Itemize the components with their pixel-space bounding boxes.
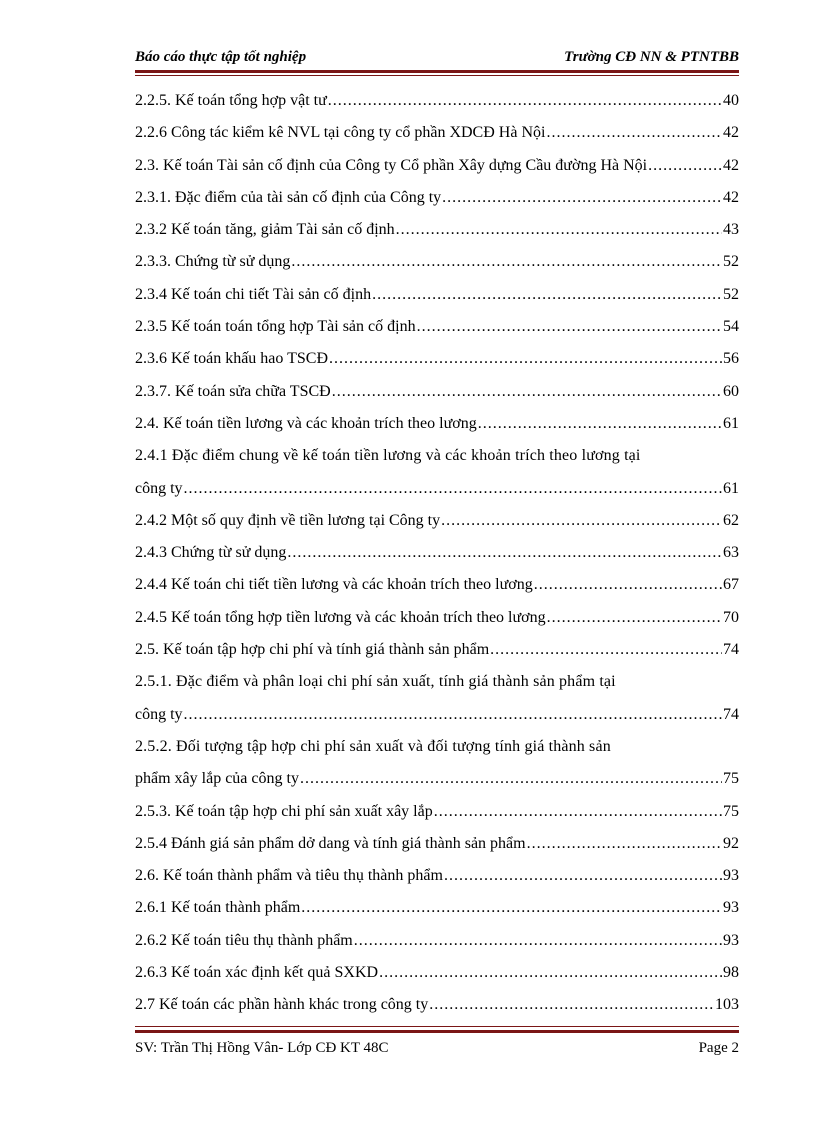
toc-dot-leader bbox=[291, 253, 722, 271]
toc-entry bbox=[135, 706, 739, 738]
toc-page-number: 74 bbox=[723, 705, 739, 723]
toc-dot-leader bbox=[329, 350, 722, 368]
toc-entry-title: 2.2.5. Kế toán tổng hợp vật tư bbox=[135, 92, 327, 109]
toc-entry bbox=[135, 770, 739, 802]
toc-dot-leader bbox=[478, 415, 722, 433]
toc-page-number: 61 bbox=[723, 479, 739, 497]
toc-entry bbox=[135, 350, 739, 382]
page-header bbox=[135, 48, 739, 70]
toc-entry bbox=[135, 253, 739, 285]
toc-entry bbox=[135, 899, 739, 931]
toc-entry-title: 2.3.7. Kế toán sửa chữa TSCĐ bbox=[135, 382, 331, 400]
toc-entry-continuation: công ty bbox=[135, 705, 183, 723]
toc-entry-title: 2.6.3 Kế toán xác định kết quả SXKD bbox=[135, 964, 379, 982]
toc-dot-leader bbox=[444, 867, 722, 885]
toc-page-number: 43 bbox=[723, 221, 739, 239]
toc-entry-continuation: phẩm xây lắp của công ty bbox=[135, 770, 299, 788]
toc-entry-title: 2.2.6 Công tác kiểm kê NVL tại công ty cổ phần XDCĐ Hà Nội bbox=[135, 124, 546, 142]
toc-entry bbox=[135, 609, 739, 641]
toc-entry bbox=[135, 415, 739, 447]
toc-dot-leader bbox=[434, 803, 722, 821]
toc-entry-title: 2.5.2. Đối tượng tập hợp chi phí sản xuất và đối tượng tính giá thành sản bbox=[135, 737, 611, 755]
toc-entry-title: 2.3.2 Kế toán tăng, giảm Tài sản cố định bbox=[135, 221, 395, 239]
toc-dot-leader bbox=[441, 512, 722, 530]
footer-student-info: SV: Trần Thị Hồng Vân- Lớp CĐ KT 48C bbox=[135, 1040, 389, 1056]
toc-entry-title: 2.3.3. Chứng từ sử dụng bbox=[135, 253, 291, 271]
toc-page-number: 63 bbox=[723, 544, 739, 562]
toc-page-number: 42 bbox=[723, 188, 739, 206]
toc-page-number: 74 bbox=[723, 641, 739, 659]
toc-entry bbox=[135, 576, 739, 608]
toc-entry bbox=[135, 803, 739, 835]
toc-dot-leader bbox=[534, 576, 722, 594]
toc-entry-title: 2.5.1. Đặc điểm và phân loại chi phí sản xuất, tính giá thành sản phẩm tại bbox=[135, 673, 616, 691]
toc-page-number: 92 bbox=[723, 834, 739, 852]
toc-dot-leader bbox=[287, 544, 722, 562]
toc-entry-title: 2.3.6 Kế toán khấu hao TSCĐ bbox=[135, 350, 329, 368]
toc-page-number: 93 bbox=[723, 931, 739, 949]
toc-entry bbox=[135, 932, 739, 964]
toc-dot-leader bbox=[354, 932, 722, 950]
toc-dot-leader bbox=[442, 189, 722, 207]
toc-page-number: 52 bbox=[723, 253, 739, 271]
toc-entry-title: 2.3.4 Kế toán chi tiết Tài sản cố định bbox=[135, 285, 372, 303]
header-report-title: Báo cáo thực tập tốt nghiệp bbox=[135, 49, 307, 65]
toc-dot-leader bbox=[547, 609, 722, 627]
toc-entry-title: 2.4.2 Một số quy định về tiền lương tại Công ty bbox=[135, 511, 441, 529]
toc-dot-leader bbox=[396, 221, 722, 239]
footer-rule-thick bbox=[135, 1030, 739, 1033]
toc-entry-title: 2.6.1 Kế toán thành phẩm bbox=[135, 899, 301, 917]
header-rule-thin bbox=[135, 75, 739, 76]
toc-page-number: 52 bbox=[723, 285, 739, 303]
toc-entry bbox=[135, 221, 739, 253]
toc-dot-leader bbox=[184, 706, 722, 724]
toc-page-number: 70 bbox=[723, 608, 739, 626]
toc-page-number: 93 bbox=[723, 867, 739, 885]
toc-page-number: 75 bbox=[723, 770, 739, 788]
toc-page-number: 42 bbox=[723, 156, 739, 174]
toc-dot-leader bbox=[301, 899, 722, 917]
toc-page-number: 42 bbox=[723, 124, 739, 142]
toc-dot-leader bbox=[490, 641, 722, 659]
toc-entry bbox=[135, 92, 739, 124]
toc-entry bbox=[135, 189, 739, 221]
toc-dot-leader bbox=[417, 318, 722, 336]
toc-entry-title: 2.5. Kế toán tập hợp chi phí và tính giá thành sản phẩm bbox=[135, 641, 490, 659]
toc-entry-title: 2.6. Kế toán thành phẩm và tiêu thụ thành phẩm bbox=[135, 867, 443, 885]
toc-entry bbox=[135, 286, 739, 318]
toc-entry bbox=[135, 157, 739, 189]
toc-page-number: 40 bbox=[723, 92, 739, 109]
toc-entry-title: 2.3. Kế toán Tài sản cố định của Công ty Cổ phần Xây dựng Cầu đường Hà Nội bbox=[135, 156, 648, 174]
toc-entry bbox=[135, 383, 739, 415]
toc-dot-leader bbox=[546, 124, 722, 142]
toc-entry-title: 2.3.1. Đặc điểm của tài sản cố định của Công ty bbox=[135, 188, 442, 206]
toc-entry-continuation: công ty bbox=[135, 479, 183, 497]
toc-entry bbox=[135, 964, 739, 996]
toc-entry bbox=[135, 512, 739, 544]
page-footer bbox=[135, 1040, 739, 1062]
toc-entry-title: 2.5.3. Kế toán tập hợp chi phí sản xuất xây lắp bbox=[135, 802, 433, 820]
toc-entry-title: 2.4.5 Kế toán tổng hợp tiền lương và các khoản trích theo lương bbox=[135, 608, 546, 626]
header-school-name: Trường CĐ NN & PTNTBB bbox=[564, 49, 739, 65]
toc-page-number: 103 bbox=[715, 996, 739, 1014]
toc-page-number: 67 bbox=[723, 576, 739, 594]
toc-page-number: 98 bbox=[723, 964, 739, 982]
toc-entry-title: 2.4. Kế toán tiền lương và các khoản trích theo lương bbox=[135, 414, 477, 432]
toc-page-number: 93 bbox=[723, 899, 739, 917]
toc-entry bbox=[135, 996, 739, 1028]
toc-dot-leader bbox=[328, 92, 722, 110]
table-of-contents bbox=[135, 92, 739, 1029]
toc-entry bbox=[135, 867, 739, 899]
toc-dot-leader bbox=[527, 835, 722, 853]
toc-entry bbox=[135, 544, 739, 576]
header-rule-thick bbox=[135, 70, 739, 73]
toc-page-number: 56 bbox=[723, 350, 739, 368]
toc-page-number: 62 bbox=[723, 511, 739, 529]
footer-page-number: Page 2 bbox=[698, 1040, 739, 1056]
toc-dot-leader bbox=[300, 770, 722, 788]
toc-dot-leader bbox=[648, 157, 722, 175]
toc-entry bbox=[135, 641, 739, 673]
toc-entry-title: 2.5.4 Đánh giá sản phẩm dở dang và tính giá thành sản phẩm bbox=[135, 834, 526, 852]
footer-rule-thin bbox=[135, 1026, 739, 1027]
toc-entry bbox=[135, 835, 739, 867]
toc-entry-title: 2.3.5 Kế toán toán tổng hợp Tài sản cố định bbox=[135, 318, 416, 336]
toc-entry-title: 2.4.4 Kế toán chi tiết tiền lương và các khoản trích theo lương bbox=[135, 576, 533, 594]
toc-entry-title: 2.7 Kế toán các phần hành khác trong công ty bbox=[135, 996, 429, 1014]
toc-entry-title: 2.4.1 Đặc điểm chung về kế toán tiền lương và các khoản trích theo lương tại bbox=[135, 447, 641, 465]
toc-entry-title: 2.4.3 Chứng từ sử dụng bbox=[135, 544, 287, 562]
toc-dot-leader bbox=[372, 286, 722, 304]
toc-entry bbox=[135, 318, 739, 350]
toc-dot-leader bbox=[184, 480, 722, 498]
toc-dot-leader bbox=[379, 964, 722, 982]
toc-page-number: 75 bbox=[723, 802, 739, 820]
toc-entry-title: 2.6.2 Kế toán tiêu thụ thành phẩm bbox=[135, 931, 353, 949]
toc-page-number: 54 bbox=[723, 318, 739, 336]
toc-entry bbox=[135, 124, 739, 156]
toc-entry bbox=[135, 480, 739, 512]
toc-dot-leader bbox=[332, 383, 722, 401]
toc-dot-leader bbox=[429, 996, 714, 1014]
toc-page-number: 60 bbox=[723, 382, 739, 400]
toc-page-number: 61 bbox=[723, 414, 739, 432]
